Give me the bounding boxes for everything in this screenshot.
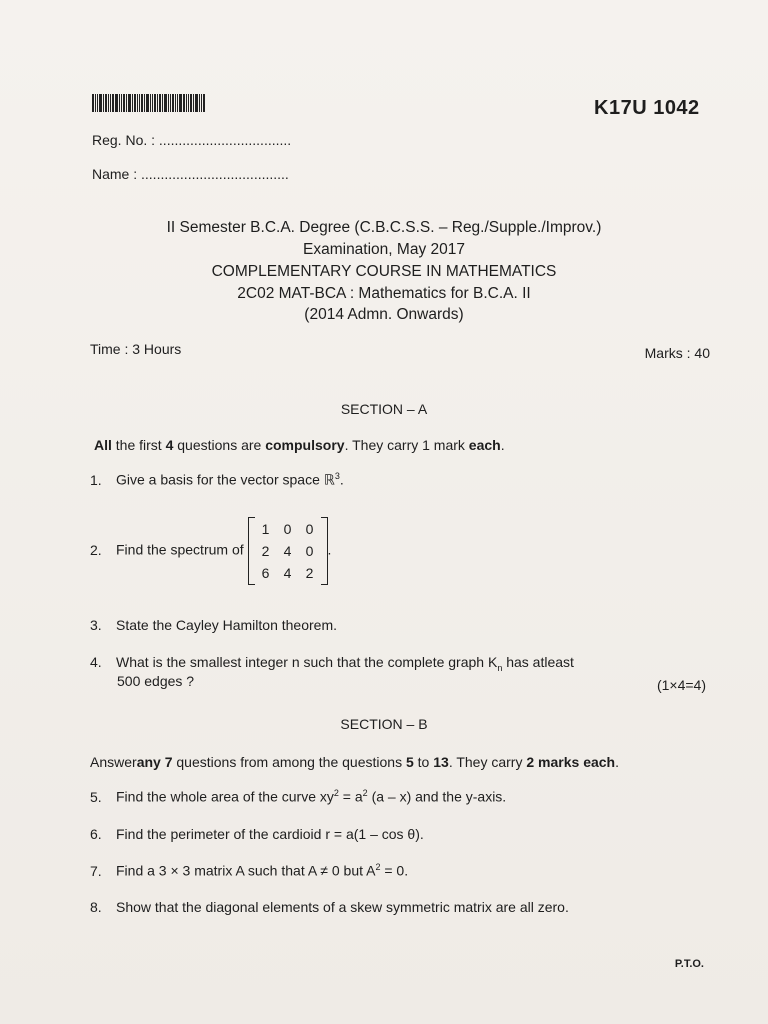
question-text-mid: = a (338, 788, 363, 805)
time-label: Time : 3 Hours (90, 341, 182, 357)
barcode-bar (112, 94, 114, 112)
reg-no-label: Reg. No. : (92, 132, 156, 148)
question-text: Give a basis for the vector space ℝ (116, 471, 335, 488)
barcode-bar (144, 94, 145, 112)
barcode-bar (186, 94, 187, 112)
question-text: State the Cayley Hamilton theorem. (116, 617, 337, 633)
barcode-bar (92, 94, 94, 112)
barcode-bar (103, 94, 104, 112)
barcode-bar (137, 94, 138, 112)
question-number: 4. (90, 654, 102, 670)
barcode-bar (162, 94, 163, 112)
barcode-bar (164, 94, 167, 112)
question-text-end: . (339, 471, 344, 488)
barcode-bar (146, 94, 149, 112)
barcode-bar (170, 94, 171, 112)
barcode-bar (110, 94, 111, 112)
instr-part-3: questions from among the questions (172, 754, 406, 770)
matrix-entry: 0 (305, 521, 314, 537)
instr-part-9: marks each (534, 754, 616, 770)
question-number: 3. (90, 617, 102, 633)
barcode-bar (199, 94, 200, 112)
instr-part-1: Answer (90, 754, 137, 770)
name-label: Name : (92, 166, 138, 182)
question-text: Find the perimeter of the cardioid r = a(1 – cos θ). (116, 826, 424, 842)
section-b-heading: SECTION – B (340, 716, 428, 732)
barcode-bar (105, 94, 107, 112)
right-bracket (321, 517, 328, 585)
matrix-entry: 6 (261, 565, 270, 581)
instr-part-4: questions are (173, 437, 266, 453)
barcode-bar (126, 94, 127, 112)
barcode-bar (119, 94, 120, 112)
section-a-instruction (94, 437, 505, 453)
page-turn-note: P.T.O. (674, 958, 704, 970)
barcode-bar (188, 94, 189, 112)
instr-part-5: compulsory (265, 437, 345, 453)
question-number: 2. (90, 541, 102, 558)
title-line-5: (2014 Admn. Onwards) (304, 306, 464, 323)
name-field (92, 166, 289, 182)
barcode (92, 94, 232, 112)
barcode-bar (97, 94, 98, 112)
barcode-bar (177, 94, 178, 112)
barcode-bar (168, 94, 169, 112)
title-line-3: COMPLEMENTARY COURSE IN MATHEMATICS (211, 263, 557, 280)
barcode-bar (134, 94, 136, 112)
instr-part-8: 2 (526, 754, 535, 770)
name-dots: ...................................... (141, 166, 289, 182)
question-text: Find the whole area of the curve xy (116, 788, 334, 805)
instr-part-4: 5 (405, 754, 414, 770)
instr-part-8: . (500, 437, 505, 453)
superscript: 2 (375, 862, 381, 872)
matrix-entry: 1 (261, 521, 270, 537)
question-6 (90, 826, 424, 842)
question-text-cont: has atleast (502, 654, 574, 670)
superscript: 3 (334, 471, 340, 481)
barcode-bar (201, 94, 202, 112)
barcode-bar (179, 94, 182, 112)
superscript: 2 (362, 788, 368, 798)
paper-code: K17U 1042 (594, 97, 700, 119)
barcode-bar (193, 94, 194, 112)
question-1 (90, 471, 344, 489)
reg-no-field (92, 132, 291, 148)
question-2 (90, 517, 331, 585)
barcode-bar (121, 94, 122, 112)
barcode-bar (141, 94, 143, 112)
instr-part-1: All (94, 437, 112, 453)
title-line-1: II Semester B.C.A. Degree (C.B.C.S.S. – Reg./Supple./Improv.) (166, 219, 602, 236)
barcode-bar (132, 94, 133, 112)
question-3 (90, 617, 337, 633)
matrix-entry: 4 (283, 565, 292, 581)
barcode-bar (183, 94, 185, 112)
barcode-bar (154, 94, 156, 112)
question-number: 5. (90, 788, 102, 805)
question-5 (90, 788, 506, 805)
instr-part-6: . They carry 1 mark (344, 437, 469, 453)
question-text-end: . (327, 541, 332, 558)
question-4 (90, 654, 574, 673)
matrix-entry: 4 (283, 543, 292, 559)
instr-part-10: . (615, 754, 619, 770)
question-text: Find the spectrum of (116, 541, 244, 558)
instr-part-2: any 7 (136, 754, 173, 770)
barcode-bar (175, 94, 176, 112)
barcode-bar (159, 94, 161, 112)
matrix-entry: 2 (305, 565, 314, 581)
section-b-instruction (90, 754, 619, 770)
barcode-bar (139, 94, 140, 112)
matrix-entry: 0 (305, 543, 314, 559)
matrix-entry: 2 (261, 543, 270, 559)
barcode-bar (123, 94, 125, 112)
reg-no-dots: .................................. (158, 132, 292, 148)
barcode-bar (152, 94, 153, 112)
question-text: What is the smallest integer n such that the complete graph K (116, 654, 498, 670)
barcode-bar (115, 94, 118, 112)
marks-label: Marks : 40 (644, 345, 710, 361)
question-text: Show that the diagonal elements of a skew symmetric matrix are all zero. (116, 899, 569, 915)
question-number: 1. (90, 471, 102, 488)
barcode-bar (190, 94, 192, 112)
question-number: 8. (90, 899, 102, 915)
instr-part-3: 4 (165, 437, 174, 453)
barcode-bar (99, 94, 102, 112)
question-4-line-2: 500 edges ? (117, 673, 195, 689)
section-a-marks: (1×4=4) (656, 677, 706, 693)
left-bracket (248, 517, 255, 585)
barcode-bar (157, 94, 158, 112)
instr-part-7: each (468, 437, 501, 453)
question-number: 6. (90, 826, 102, 842)
question-7 (90, 862, 408, 879)
barcode-bar (150, 94, 151, 112)
barcode-bar (203, 94, 205, 112)
superscript: 2 (333, 788, 339, 798)
barcode-bar (172, 94, 174, 112)
barcode-bar (95, 94, 96, 112)
barcode-bar (128, 94, 131, 112)
subscript: n (497, 662, 503, 673)
matrix-entry: 0 (283, 521, 292, 537)
question-text-end: = 0. (380, 862, 409, 879)
title-line-4: 2C02 MAT-BCA : Mathematics for B.C.A. II (237, 285, 531, 302)
question-8 (90, 899, 569, 915)
section-a-heading: SECTION – A (340, 401, 428, 417)
question-text-end: (a – x) and the y-axis. (367, 788, 507, 805)
matrix-entries (255, 518, 321, 584)
instr-part-7: . They carry (448, 754, 527, 770)
instr-part-5: to (413, 754, 434, 770)
question-number: 7. (90, 862, 102, 879)
question-text: Find a 3 × 3 matrix A such that A ≠ 0 but A (116, 862, 376, 879)
barcode-bar (195, 94, 198, 112)
title-line-2: Examination, May 2017 (303, 241, 465, 258)
instr-part-2: the first (111, 437, 166, 453)
barcode-bar (108, 94, 109, 112)
matrix (248, 517, 328, 585)
instr-part-6: 13 (433, 754, 449, 770)
